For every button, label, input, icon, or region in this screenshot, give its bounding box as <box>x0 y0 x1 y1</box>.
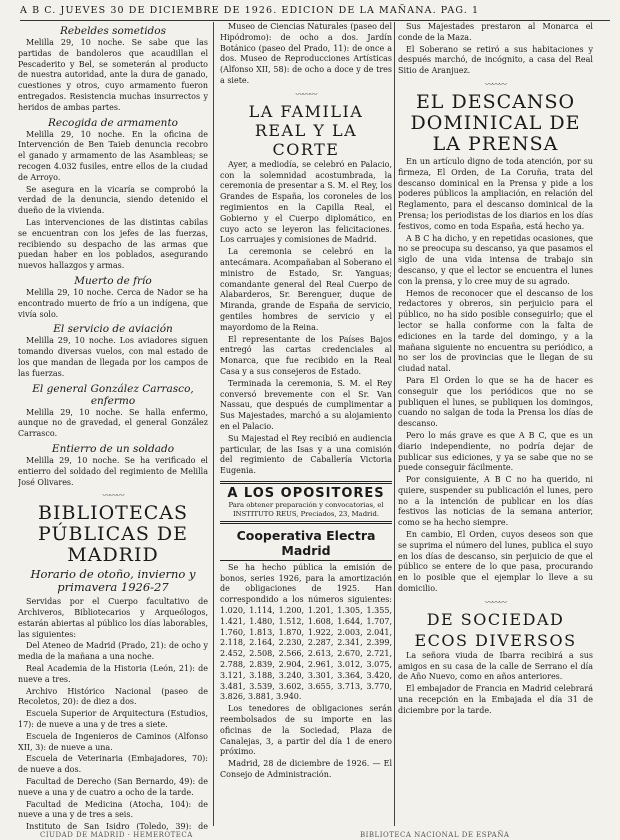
article-text: La ceremonia se celebró en la antecámara. Acompañaban al Soberano el ministro de Estado, Sr. Yanguas; comandante general del Real Cuerpo de Alabarderos, Sr. Berenguer, duque de Miranda, grande de España de servicio, gentiles hombres de servicio y el mayordomo de la Reina. <box>220 247 392 332</box>
heading-general: El general González Carrasco, enfermo <box>32 382 194 407</box>
article-text: El embajador de Francia en Madrid celebrará una recepción en la Embajada el día 31 de diciembre por la tarde. <box>398 684 593 715</box>
ornament-divider: 〰〰〰 <box>485 597 506 607</box>
ornament-divider: 〰〰〰 <box>102 491 124 501</box>
ornament-divider: 〰〰〰 <box>295 89 317 99</box>
article-text: El representante de los Países Bajos entregó las cartas credenciales al Monarca, que fue recibido en la Real Casa y a sus consejeros de Estado. <box>220 334 392 376</box>
column-3 <box>398 22 593 832</box>
article-text: Sus Majestades prestaron al Monarca el conde de la Maza. <box>398 22 593 42</box>
article-text: Real Academia de la Historia (León, 21): de nueve a tres. <box>18 664 208 684</box>
article-text: A B C ha dicho, y en repetidas ocasiones, que no se preocupa su descanso, ya que pasamos el siglo de una vida intensa de trabajo sin descanso, y que el lector se encuentra el lunes con la prensa, y lo cree muy de su agrado. <box>398 233 593 286</box>
article-text: Museo de Ciencias Naturales (paseo del Hipódromo): de ocho a dos. Jardín Botánico (paseo del Prado, 11): de once a dos. Museo de Reproducciones Artísticas (Alfonso XII, 58): de ocho a doce y de tres a siete. <box>220 22 392 85</box>
article-text: El Soberano se retiró a sus habitaciones y después marchó, de incógnito, a casa del Real Sitio de Aranjuez. <box>398 44 593 76</box>
article-text: Se ha hecho pública la emisión de bonos, series 1926, para la amortización de obligaciones de 1925. Han correspondido a los números siguientes: 1.020, 1.114, 1.200, 1.201, 1.305, 1.355, 1.421, 1.480, 1.512, 1.608, 1.644, 1.707, 1.760, 1.813, 1.870, 1.922, 2.003, 2.041, 2.118, 2.164, 2.230, 2.287, 2.341, 2.399, 2.452, 2.508, 2.566, 2.613, 2.670, 2.721, 2.788, 2.839, 2.904, 2.961, 3.012, 3.075, 3.121, 3.188, 3.240, 3.301, 3.364, 3.420, 3.481, 3.539, 3.602, 3.655, 3.713, 3.770, 3.826, 3.881, 3.940. <box>220 562 392 702</box>
heading-familia-real: LA FAMILIA REAL Y LA CORTE <box>248 101 364 159</box>
subheading-horario: Horario de otoño, invierno y primavera 1926-27 <box>30 567 196 595</box>
heading-descanso-dominical: EL DESCANSO DOMINICAL DE LA PRENSA <box>410 90 581 155</box>
footer-watermark: BIBLIOTECA NACIONAL DE ESPAÑA <box>360 831 510 839</box>
article-text: Escuela Superior de Arquitectura (Estudios, 17): de nueve a una y de tres a siete. <box>18 709 208 730</box>
footer-watermark: CIUDAD DE MADRID · HEMEROTECA <box>40 831 193 839</box>
heading-aviacion: El servicio de aviación <box>53 323 173 336</box>
article-text: Servidas por el Cuerpo facultativo de Archiveros, Bibliotecarios y Arqueólogos, estarán abiertas al público los días laborables, las siguientes: <box>18 597 208 639</box>
column-rule <box>394 22 395 826</box>
article-text: Pero lo más grave es que A B C, que es un diario independiente, no podría dejar de publicar sus ediciones, y ya se sabe que no se puede conseguir fácilmente. <box>398 430 593 473</box>
article-text: Madrid, 28 de diciembre de 1926. — El Consejo de Administración. <box>220 759 392 780</box>
article-text: Archivo Histórico Nacional (paseo de Recoletos, 20): de diez a dos. <box>18 686 208 707</box>
article-text: Melilla 29, 10 noche. En la oficina de Intervención de Ben Taieb denuncia recobro el ganado y armamento de las Asambleas; se recogen 4.032 fusiles, entre ellos de la ciudad de Arroyo. <box>18 129 208 182</box>
article-text: Para El Orden lo que se ha de hacer es conseguir que los periódicos que no se publiquen el lunes, se publiquen los domingos, cuando no salgan de toda la Prensa los días de descanso. <box>398 375 593 429</box>
article-text: Las intervenciones de las distintas cabilas se encuentran con los jefes de las fuerzas, recibiendo su despacho de las armas que puedan haber en los poblados, asegurando nuevos hallazgos y armas. <box>18 217 208 271</box>
article-text: Del Ateneo de Madrid (Prado, 21): de ocho y media de la mañana a una noche. <box>18 641 208 662</box>
column-2 <box>220 22 392 832</box>
heading-rebeldes: Rebeldes sometidos <box>60 25 166 37</box>
article-text: Melilla 29, 10 noche. Los aviadores siguen tomando diversas vuelos, con mal estado de los que mandan de llegada por los campos de las fuerzas. <box>18 336 208 378</box>
article-text: Escuela de Ingenieros de Caminos (Alfonso XII, 3): de nueve a una. <box>18 731 208 752</box>
article-text: Ayer, a mediodía, se celebró en Palacio, con la solemnidad acostumbrada, la ceremonia de presentar a S. M. el Rey, los Grandes de España, los coroneles de los regimientos en la Capilla Real, el Gobierno y el Cuerpo diplomático, en cuyo acto se leyeron las felicitaciones. Los carruajes y comisiones de Madrid. <box>220 159 392 245</box>
heading-entierro: Entierro de un soldado <box>51 442 175 455</box>
article-text: Hemos de reconocer que el descanso de los redactores y obreros, sin perjuicio para el público, no ha sido posible conseguirlo; que el lector se halla conforme con la falta de ediciones en la tarde del domingo, y a la mañana siguiente no encuentra su periódico, a no ser los de provincias que le llegan de su ciudad natal. <box>398 288 593 374</box>
heading-bibliotecas: BIBLIOTECAS PÚBLICAS DE MADRID <box>38 502 188 567</box>
ornament-divider: 〰〰〰 <box>485 79 506 89</box>
article-text: Melilla 29, 10 noche. Se sabe que las partidas de bandoleros que acaudillan el Pescaderito y Bel, se someterán al producto de nuestra autoridad, ante la dura de ganado, cuestiones y otros, cuyo armamento fueron entregados. Resistencia muchas insurrectos y heridos de ambas partes. <box>18 38 208 112</box>
heading-frio: Muerto de frío <box>74 274 152 287</box>
article-text: Melilla 29, 10 noche. Se halla enfermo, aunque no de gravedad, el general González Carrasco. <box>18 407 208 439</box>
heading-sociedad: DE SOCIEDAD <box>426 609 565 629</box>
article-text: Melilla 29, 10 noche. Se ha verificado el entierro del soldado del regimiento de Melilla José Olivares. <box>18 455 208 487</box>
article-text: Instituto de San Isidro (Toledo, 39): de <box>26 822 208 832</box>
article-text: Melilla 29, 10 noche. Cerca de Nador se ha encontrado muerto de frío a un indígena, que vivía solo. <box>18 287 208 319</box>
advert-opositores <box>220 481 392 524</box>
advert-subtitle: Para obtener preparación y convocatorias, el INSTITUTO REUS, Preciados, 23, Madrid. <box>228 500 384 518</box>
column-1 <box>18 22 208 832</box>
article-text: En un artículo digno de toda atención, por su firmeza, El Orden, de La Coruña, trata del descanso dominical en la Prensa y pide a los poderes públicos la ampliación, en relación del Reglamento, para el descanso dominical de la Prensa; los periodistas de los diarios en los días festivos, como en toda España, está hecho ya. <box>398 156 593 231</box>
heading-recogida: Recogida de armamento <box>48 116 178 129</box>
article-text: Su Majestad el Rey recibió en audiencia particular, de las Isas y a una comisión del regimiento de Caballería Victoria Eugenia. <box>220 433 392 476</box>
article-text: Los tenedores de obligaciones serán reembolsados de su importe en las oficinas de la Sociedad, Plaza de Canalejas, 3, a partir del día 1 de enero próximo. <box>220 704 392 757</box>
page-masthead: A B C. JUEVES 30 DE DICIEMBRE DE 1926. EDICION DE LA MAÑANA. PAG. 1 <box>20 4 610 21</box>
article-text: Terminada la ceremonia, S. M. el Rey conversó brevemente con el Sr. Van Nassau, que después de cumplimentar a Sus Majestades, marchó a su alojamiento en el Palacio. <box>220 378 392 431</box>
article-text: En cambio, El Orden, cuyos deseos son que se suprima el número del lunes, publica el suyo en los días de descanso, sin perjuicio de que el público se entere de lo que pasa, procurando en lo posible que el ejemplar lo lleve a su domicilio. <box>398 530 593 594</box>
article-text: Facultad de Derecho (San Bernardo, 49): de nueve a una y de cuatro a ocho de la tarde. <box>18 777 208 797</box>
column-rule <box>213 22 214 826</box>
article-text: Se asegura en la vicaría se comprobó la verdad de la denuncia, siendo detenido el dueño de la vivienda. <box>18 184 208 216</box>
heading-ecos: ECOS DIVERSOS <box>414 630 577 650</box>
heading-cooperativa: Cooperativa Electra Madrid <box>220 528 392 561</box>
article-text: Facultad de Medicina (Atocha, 104): de nueve a una y de tres a seis. <box>18 799 208 820</box>
article-text: Por consiguiente, A B C no ha querido, ni quiere, suspender su publicación el lunes, pero no a la intención de publicar en los días festivos las noticias de la semana anterior, como se ha hecho siempre. <box>398 475 593 528</box>
article-text: La señora viuda de Ibarra recibirá a sus amigos en su casa de la calle de Serrano el día de Año Nuevo, como en años anteriores. <box>398 650 593 682</box>
advert-title: A LOS OPOSITORES <box>227 485 385 501</box>
article-text: Escuela de Veterinaria (Embajadores, 70): de nueve a dos. <box>18 754 208 775</box>
